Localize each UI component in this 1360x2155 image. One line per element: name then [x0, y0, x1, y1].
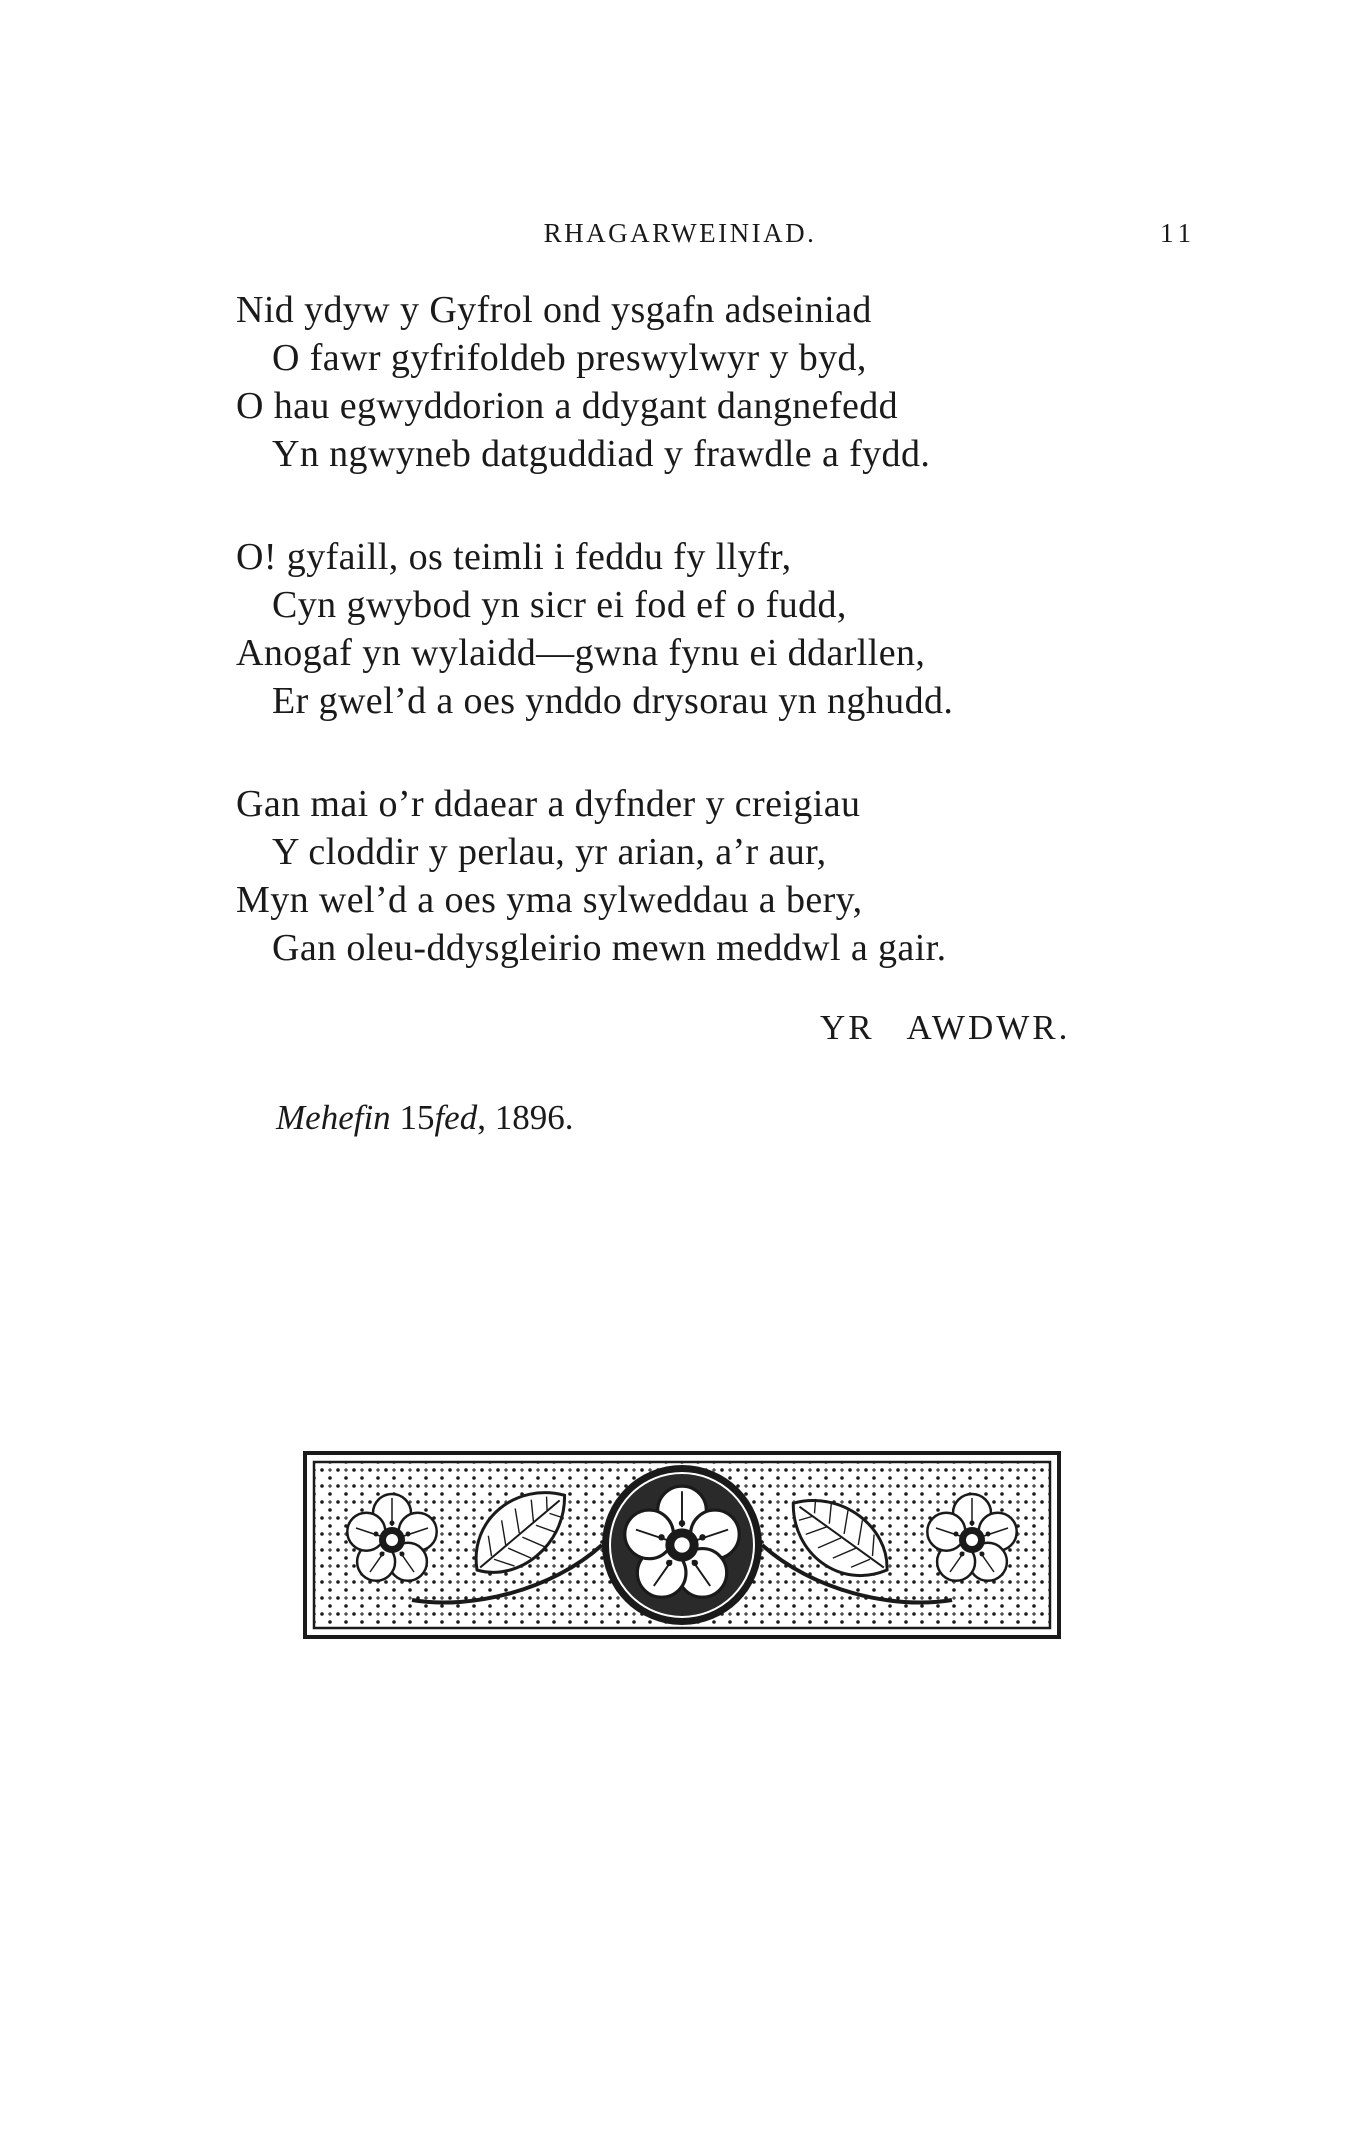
- stanza-1: [236, 286, 1136, 478]
- poem-line: Myn wel’d a oes yma sylweddau a bery,: [236, 879, 863, 921]
- poem: [236, 286, 1136, 1027]
- stanza-3: [236, 780, 1136, 972]
- stanza-2: [236, 533, 1136, 725]
- poem-line: Nid ydyw y Gyfrol ond ysgafn adseiniad: [236, 289, 872, 331]
- page-number: 11: [1160, 218, 1196, 248]
- poem-line: Er gwel’d a oes ynddo drysorau yn nghudd.: [272, 680, 954, 722]
- date-month: Mehefin: [276, 1098, 391, 1137]
- running-title: RHAGARWEINIAD.: [543, 218, 817, 248]
- author-signature: YR AWDWR.: [820, 1008, 1071, 1047]
- poem-line: O! gyfaill, os teimli i feddu fy llyfr,: [236, 536, 792, 578]
- poem-line: Yn ngwyneb datguddiad y frawdle a fydd.: [272, 433, 931, 475]
- floral-tailpiece-icon: [302, 1450, 1062, 1640]
- poem-line: Y cloddir y perlau, yr arian, a’r aur,: [272, 831, 827, 873]
- running-head: [0, 218, 1360, 258]
- poem-line: Cyn gwybod yn sicr ei fod ef o fudd,: [272, 584, 847, 626]
- poem-line: O hau egwyddorion a ddygant dangnefedd: [236, 385, 899, 427]
- date-year: 1896.: [494, 1098, 574, 1137]
- poem-line: Anogaf yn wylaidd—gwna fynu ei ddarllen,: [236, 632, 926, 674]
- poem-line: Gan oleu-ddysgleirio mewn meddwl a gair.: [272, 927, 947, 969]
- poem-line: Gan mai o’r ddaear a dyfnder y creigiau: [236, 783, 861, 825]
- poem-line: O fawr gyfrifoldeb preswylwyr y byd,: [272, 337, 867, 379]
- dateline: Mehefin 15fed, 1896.: [276, 1098, 574, 1137]
- date-day: 15: [399, 1098, 435, 1137]
- date-day-suffix: fed: [434, 1098, 478, 1137]
